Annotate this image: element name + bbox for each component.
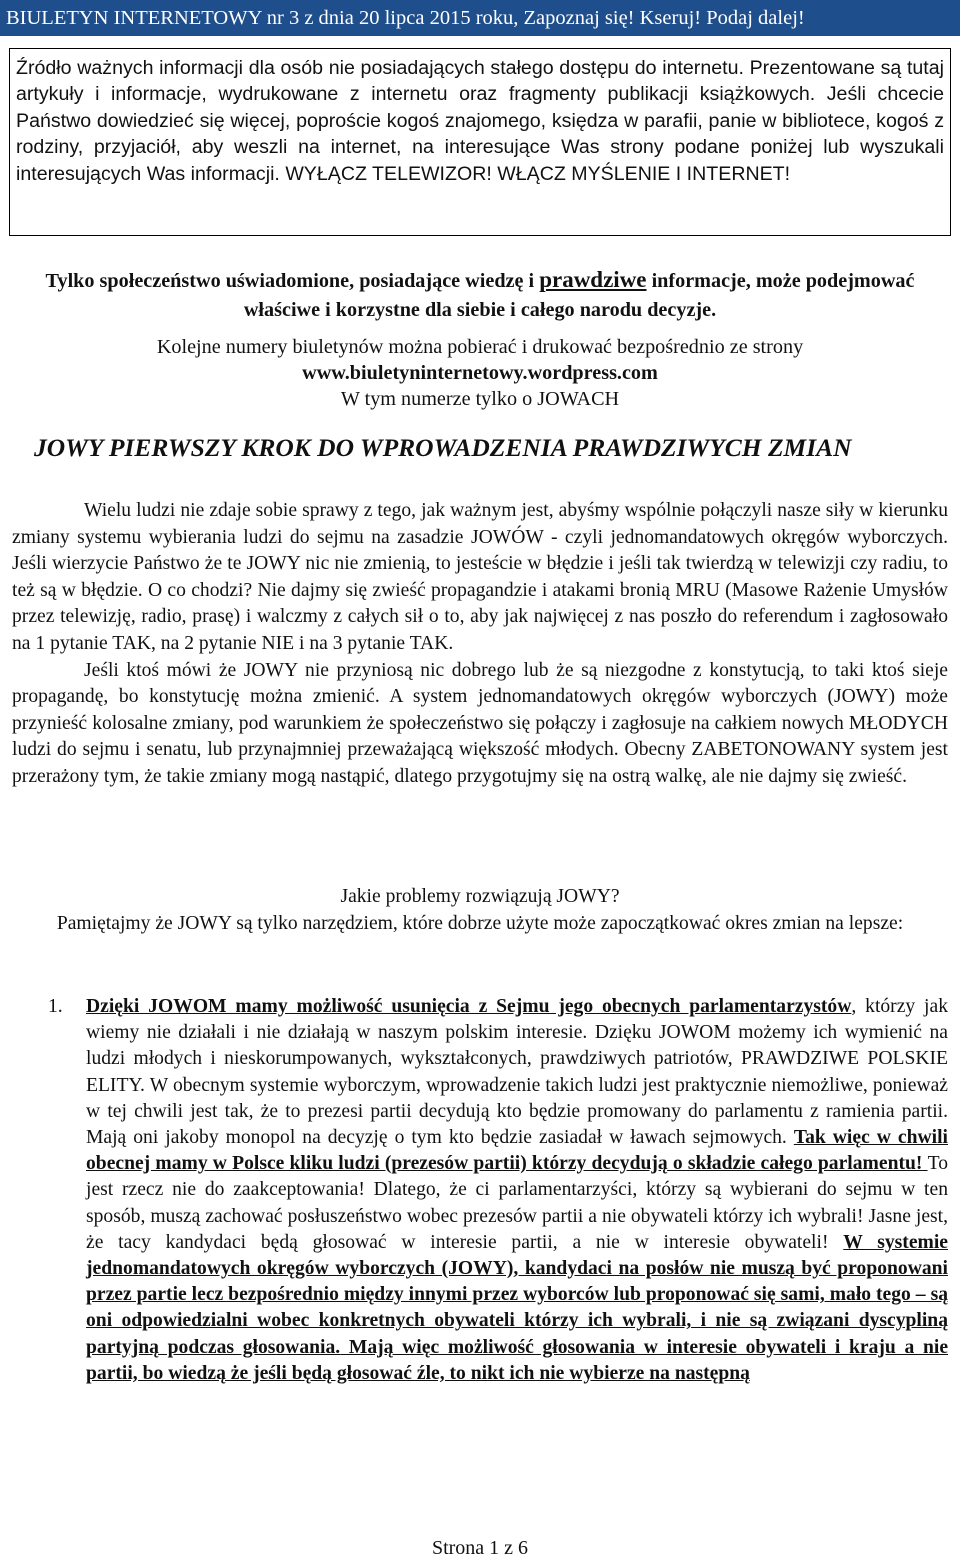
header-title: BIULETYN INTERNETOWY nr 3 z dnia 20 lipca 2015 roku, Zapoznaj się! Kseruj! Podaj dalej! (6, 7, 805, 29)
tagline (18, 265, 942, 325)
issue-note: W tym numerze tylko o JOWACH (340, 388, 620, 410)
tagline-part1: Tylko społeczeństwo uświadomione, posiadające wiedzę i (45, 270, 540, 292)
article-paragraph-1: Wielu ludzi nie zdaje sobie sprawy z tego, jak ważnym jest, abyśmy wspólnie połączyli nasze siły w kierunku zmiany systemu wybierania ludzi do sejmu na zasadzie JOWÓW - czyli jednomandatowych okręgów wyborczych. Jeśli wierzycie Państwo że te JOWY nic nie zmienią, to jesteście w błędzie i jeśli tak twierdzą w telewizji czy radiu, to też są w błędzie. O co chodzi? Nie dajmy się zwieść propagandzie i atakami bronią MRU (Masowe Rażenie Umysłów przez telewizję, radio, prasę) i walczmy z całych sił o to, aby jak najwięcej z nas poszło do referendum i zagłosowało na 1 pytanie TAK, na 2 pytanie NIE i na 3 pytanie TAK. (12, 500, 948, 654)
question-1: Jakie problemy rozwiązują JOWY? (340, 886, 620, 907)
bulletin-header (0, 0, 960, 36)
list-text-2: To jest rzecz nie do zaakceptowania! Dlatego, że ci parlamentarzyści, którzy są wybierani do sejmu w ten sposób, muszą zachować posłuszeństwo wobec prezesów partii a nie obywateli którzy ich wybrali! Jasne jest, że tacy kandydaci będą głosować w interesie partii, a nie w interesie obywateli! (86, 1153, 948, 1253)
list-text-1: , którzy jak wiemy nie działali i nie działają w naszym polskim interesie. Dzięku JOWOM możemy ich wymienić na ludzi młodych i nieskorumpowanych, wykształconych, prawdziwych patriotów, PRAWDZIWE POLSKIE ELITY. W obecnym systemie wyborczym, wprowadzenie takich ludzi jest praktycznie niemożliwe, ponieważ w tej chwili jest tak, że to prezesi partii decydują kto będzie promowany do parlamentu z ramienia partii. Mają oni jakoby monopol na decyzję o tym kto będzie zasiadał w ławach sejmowych. (86, 996, 948, 1149)
list-item (86, 994, 948, 1387)
questions-block (30, 883, 930, 937)
numbered-list (48, 994, 948, 1387)
subline-text: Kolejne numery biuletynów można pobierać i drukować bezpośrednio ze strony (156, 336, 804, 358)
list-bold-1: Dzięki JOWOM mamy możliwość usunięcia z Sejmu jego obecnych parlamentarzystów (86, 996, 852, 1017)
article-body (12, 498, 948, 791)
tagline-part2: informacje, może podejmować właściwe i korzystne dla siebie i całego narodu decyzje. (243, 270, 915, 321)
list-number: 1. (48, 996, 63, 1017)
article-headline: JOWY PIERWSZY KROK DO WPROWADZENIA PRAWDZIWYCH ZMIAN (34, 433, 852, 462)
subline (18, 334, 942, 412)
article-paragraph-2: Jeśli ktoś mówi że JOWY nie przyniosą nic dobrego lub że są niezgodne z konstytucją, to taki ktoś sieje propagandę, bo konstytucję można zmienić. A system jednomandatowych okręgów wyborczych (JOWY) może przynieść kolosalne zmiany, pod warunkiem że społeczeństwo się połączy i zagłosuje na całkiem nowych MŁODYCH ludzi do sejmu i senatu, lub przynajmniej przeważającą większość młodych. Obecny ZABETONOWANY system jest przerażony tym, że takie zmiany mogą nastąpić, dlatego przygotujmy się na ostrą walkę, ale nie dajmy się zwieść. (12, 659, 948, 787)
list-bold-3: W systemie jednomandatowych okręgów wyborczych (JOWY), kandydaci na posłów nie muszą być proponowani przez partie lecz bezpośrednio między innymi przez wyborców lub proponować się sami, mało tego – są oni odpowiedzialni wobec konkretnych obywateli którzy ich wybrali, i nie są związani dyscypliną partyjną podczas głosowania. (86, 1231, 948, 1358)
intro-text: Źródło ważnych informacji dla osób nie posiadających stałego dostępu do internetu. Prezentowane są tutaj artykuły i informacje, wydrukowane z internetu oraz fragmenty publikacji książkowych. Jeśli chcecie Państwo dowiedzieć się więcej, poproście kogoś znajomego, księdza w parafii, panie w bibliotece, kogoś z rodziny, przyjaciół, aby weszli na internet, na interesujące Was strony podane poniżej lub wyszukali interesujących Was informacji. WYŁĄCZ TELEWIZOR! WŁĄCZ MYŚLENIE I INTERNET! (16, 57, 944, 185)
list-bold-2: Tak więc w chwili obecnej mamy w Polsce kliku ludzi (prezesów partii) którzy decydują o składzie całego parlamentu! (86, 1127, 948, 1175)
list-bold-4: Mają więc możliwość głosowania w interesie obywateli i kraju a nie partii, bo wiedzą że jeśli będą głosować źle, to nikt ich nie wybierze na następną (86, 1336, 949, 1384)
site-link[interactable]: www.biuletyninternetowy.wordpress.com (302, 362, 658, 384)
page-number: Strona 1 z 6 (431, 1537, 529, 1559)
question-2: Pamiętajmy że JOWY są tylko narzędziem, które dobrze użyte może zapoczątkować okres zmian na lepsze: (56, 913, 904, 934)
intro-box (9, 48, 951, 236)
tagline-emphasis: prawdziwe (539, 267, 647, 292)
